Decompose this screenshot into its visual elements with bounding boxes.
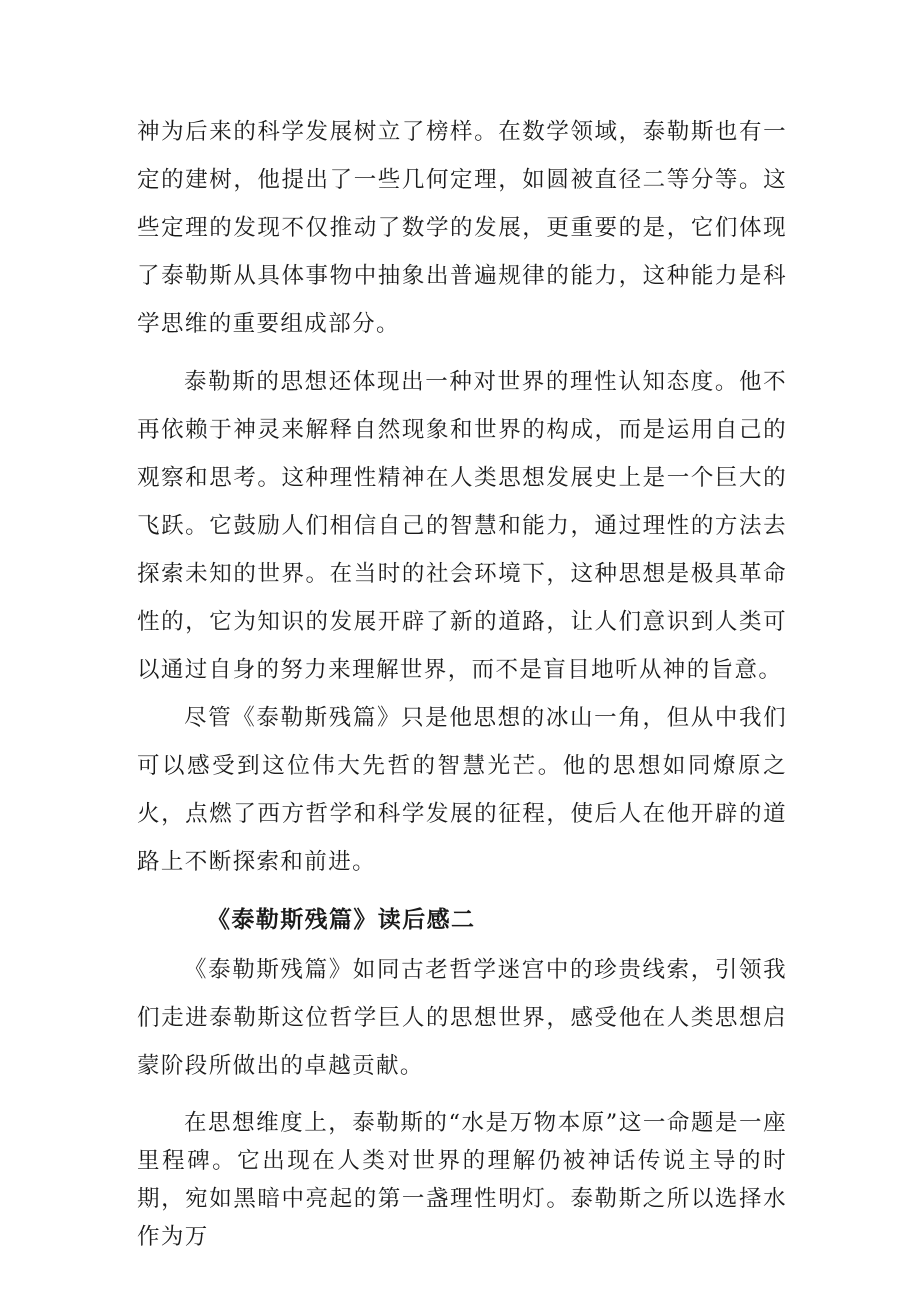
document-body bbox=[137, 108, 787, 1256]
paragraph-conclusion: 尽管《泰勒斯残篇》只是他思想的冰山一角，但从中我们可以感受到这位伟大先哲的智慧光芒。他的思想如同燎原之火，点燃了西方哲学和科学发展的征程，使后人在他开辟的道路上不断探索和前进。 bbox=[137, 705, 787, 875]
paragraph-continuation: 神为后来的科学发展树立了榜样。在数学领域，泰勒斯也有一定的建树，他提出了一些几何定理，如圆被直径二等分等。这些定理的发现不仅推动了数学的发展，更重要的是，它们体现了泰勒斯从具体事物中抽象出普遍规律的能力，这种能力是科学思维的重要组成部分。 bbox=[137, 119, 787, 337]
paragraph-water-origin: 在思想维度上，泰勒斯的“水是万物本原”这一命题是一座里程碑。它出现在人类对世界的理解仍被神话传说主导的时期，宛如黑暗中亮起的第一盏理性明灯。泰勒斯之所以选择水作为万 bbox=[137, 1110, 787, 1250]
paragraph-rational-attitude: 泰勒斯的思想还体现出一种对世界的理性认知态度。他不再依赖于神灵来解释自然现象和世界的构成，而是运用自己的观察和思考。这种理性精神在人类思想发展史上是一个巨大的飞跃。它鼓励人们相信自己的智慧和能力，通过理性的方法去探索未知的世界。在当时的社会环境下，这种思想是极具革命性的，它为知识的发展开辟了新的道路，让人们意识到人类可以通过自身的努力来理解世界，而不是盲目地听从神的旨意。 bbox=[137, 369, 787, 683]
paragraph-intro-two: 《泰勒斯残篇》如同古老哲学迷宫中的珍贵线索，引领我们走进泰勒斯这位哲学巨人的思想世界，感受他在人类思想启蒙阶段所做出的卓越贡献。 bbox=[137, 957, 787, 1079]
section-heading: 《泰勒斯残篇》读后感二 bbox=[207, 906, 476, 933]
